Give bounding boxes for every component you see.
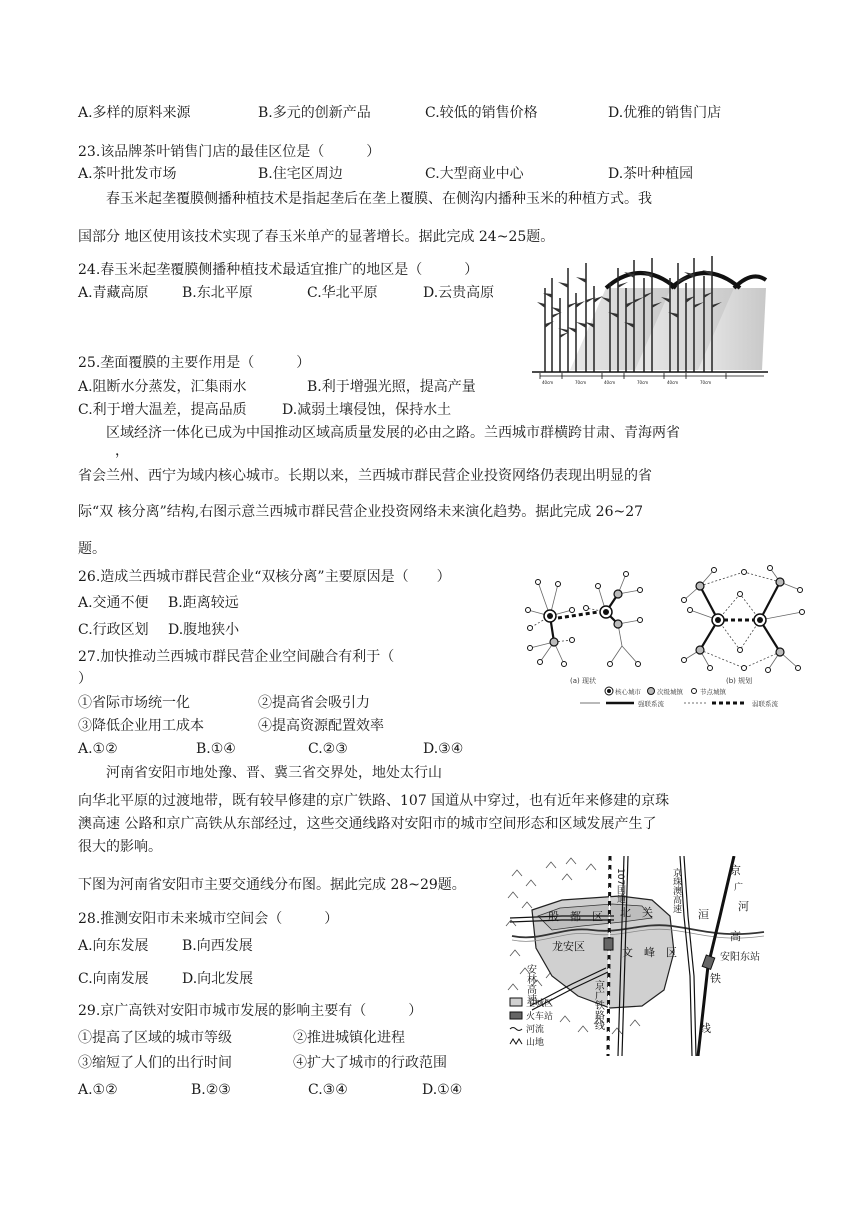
q22-option-c: C.较低的销售价格 [425,105,538,121]
q29-statement-2: ②推进城镇化进程 [293,1030,405,1046]
q29-statement-4: ④扩大了城市的行政范围 [293,1055,447,1071]
dim-1: 40cm [542,380,554,385]
label-yindu: 殷 都 区 [548,910,603,923]
label-wenfeng: 文 峰 区 [622,946,677,959]
investment-network-figure [514,560,814,710]
q28-option-c: C.向南发展 [78,971,149,987]
q27-stem: 27.加快推动兰西城市群民营企业空间融合有利于（ [78,649,395,665]
q27-stem-close: ） [78,671,92,687]
station-anyang [604,938,613,950]
intro26-line1: 区域经济一体化已成为中国推动区域高质量发展的必由之路。兰西城市群横跨甘肃、青海两省 [106,425,680,441]
q29-option-b: B.②③ [191,1082,231,1098]
legend-river: 河流 [526,1025,545,1035]
q29-stem: 29.京广高铁对安阳市城市发展的影响主要有（ ） [78,1003,423,1019]
q29-option-a: A.①② [78,1082,118,1098]
q29-option-c: C.③④ [308,1082,348,1098]
q24-option-d: D.云贵高原 [423,285,495,301]
caption-a: (a) 现状 [570,677,596,685]
q27-option-a: A.①② [78,741,118,757]
station-anyang-east [702,955,715,969]
q23-option-c: C.大型商业中心 [425,166,524,182]
q29-statement-1: ①提高了区域的城市等级 [78,1030,232,1046]
dim-4: 70cm [637,380,649,385]
q26-option-c: C.行政区划 [78,622,149,638]
label-longan: 龙安区 [552,940,585,953]
intro28-line3: 澳高速 公路和京广高铁从东部经过，这些交通线路对安阳市的城市空间形态和区域发展产生了 [78,816,657,832]
label-107: 107国道 [615,868,625,904]
label-beiguan: 北 关 [620,906,653,919]
label-gao: 高 [730,930,741,943]
dim-3: 40cm [604,380,616,385]
label-huan: 洹 [698,908,709,921]
label-jzao: 京珠澳高速 [671,868,681,913]
q25-option-c: C.利于增大温差，提高品质 [78,402,247,418]
q29-option-d: D.①④ [422,1082,463,1098]
intro26-line3: 际“双 核分离”结构,右图示意兰西城市群民营企业投资网络未来演化趋势。据此完成 26~27 [78,504,644,520]
q27-option-c: C.②③ [308,741,348,757]
label-tie: 铁 [710,972,721,985]
q22-option-a: A.多样的原料来源 [78,105,191,121]
q26-option-a: A.交通不便 [78,595,149,611]
intro28-line1: 河南省安阳市地处豫、晋、冀三省交界处，地处太行山 [106,765,442,781]
label-jgtl: 京广铁路线 [592,980,604,1030]
intro24-line1: 春玉米起垄覆膜侧播种植技术是指起垄后在垄上覆膜、在侧沟内播种玉米的种植方式。我 [106,191,652,207]
intro28-line4: 很大的影响。 [78,839,162,855]
q25-stem: 25.垄面覆膜的主要作用是（ ） [78,355,311,371]
legend-weak-flow: 弱联系流 [752,700,778,708]
anyang-transport-map [502,856,772,1056]
q26-option-d: D.腹地狭小 [168,622,240,638]
dim-2: 70cm [575,380,587,385]
q23-option-b: B.住宅区周边 [258,166,343,182]
q23-stem: 23.该品牌茶叶销售门店的最佳区位是（ ） [78,144,381,160]
legend-mountain: 山地 [526,1038,545,1048]
q27-statement-4: ④提高资源配置效率 [258,718,384,734]
q23-option-d: D.茶叶种植园 [608,166,694,182]
caption-b: (b) 规划 [726,677,753,685]
legend-main-city: 主城区 [526,999,554,1009]
q28-stem: 28.推测安阳市未来城市空间会（ ） [78,911,339,927]
q26-stem: 26.造成兰西城市群民营企业“双核分离”主要原因是（ ） [78,569,451,585]
label-anlin: 安林高速 [524,964,536,1004]
intro26-line2: 省会兰州、西宁为域内核心城市。长期以来，兰西城市群民营企业投资网络仍表现出明显的省 [78,468,652,484]
dim-6: 70cm [700,380,712,385]
q23-option-a: A.茶叶批发市场 [78,166,177,182]
dim-5: 40cm [667,380,679,385]
q28-option-d: D.向北发展 [182,971,254,987]
q24-option-b: B.东北平原 [182,285,253,301]
label-he: 河 [738,900,749,913]
intro26-line4: 题。 [78,541,106,557]
q22-option-d: D.优雅的销售门店 [608,105,722,121]
legend-node-town: 节点城镇 [700,688,726,696]
q29-statement-3: ③缩短了人们的出行时间 [78,1055,232,1071]
q24-option-a: A.青藏高原 [78,285,149,301]
label-station-east: 安阳东站 [720,952,760,963]
q27-statement-1: ①省际市场统一化 [78,695,190,711]
intro24-line2: 国部分 地区使用该技术实现了春玉米单产的显著增长。据此完成 24~25题。 [78,229,555,245]
q24-stem: 24.春玉米起垄覆膜侧播种植技术最适宜推广的地区是（ ） [78,262,479,278]
q28-option-a: A.向东发展 [78,938,149,954]
q28-option-b: B.向西发展 [182,938,253,954]
q27-statement-3: ③降低企业用工成本 [78,718,204,734]
intro28-line2: 向华北平原的过渡地带，既有较早修建的京广铁路、107 国道从中穿过，也有近年来修建的京珠 [78,793,670,809]
q26-option-b: B.距离较远 [168,595,239,611]
label-jing: 京 [730,864,741,877]
label-xian: 线 [700,1022,711,1035]
q25-option-a: A.阻断水分蒸发，汇集雨水 [78,379,247,395]
q25-option-b: B.利于增强光照，提高产量 [307,379,476,395]
corn-planting-figure [530,248,770,388]
q22-option-b: B.多元的创新产品 [258,105,371,121]
legend-sub-town: 次级城镇 [657,688,683,696]
legend-station: 火车站 [526,1012,554,1022]
legend-strong-flow: 强联系流 [638,700,664,708]
q25-option-d: D.减弱土壤侵蚀，保持水土 [282,402,452,418]
q27-statement-2: ②提高省会吸引力 [258,695,370,711]
intro26-comma: ， [115,443,129,459]
q24-option-c: C.华北平原 [307,285,378,301]
label-guang: 广 [734,883,744,893]
legend-core-city: 核心城市 [615,688,641,696]
intro28-line5: 下图为河南省安阳市主要交通线分布图。据此完成 28~29题。 [78,877,466,893]
q27-option-b: B.①④ [196,741,236,757]
q27-option-d: D.③④ [423,741,464,757]
